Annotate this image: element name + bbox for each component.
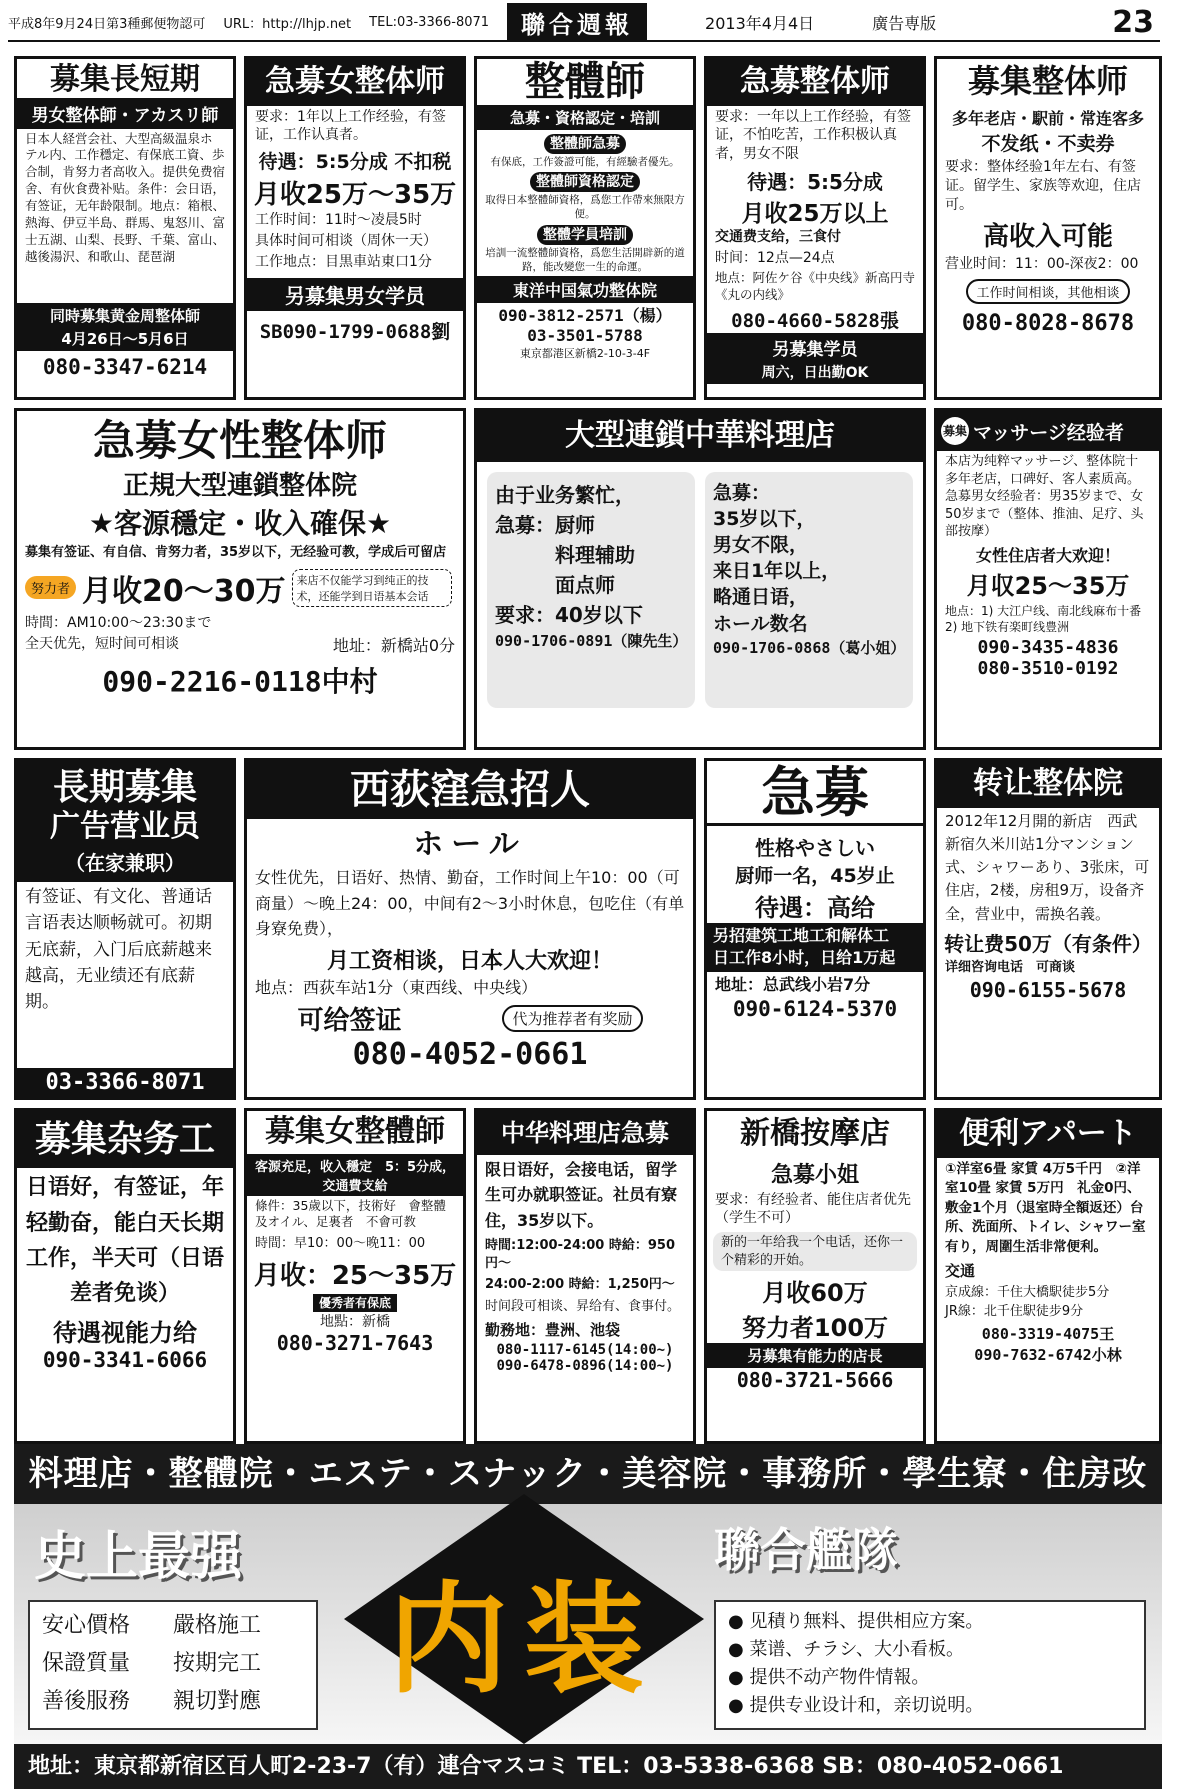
ad-female-therapist-1 bbox=[244, 56, 466, 400]
ad-phone: 090-3341-6066 bbox=[42, 1348, 208, 1373]
ad-phone: 03-3366-8071 bbox=[17, 1068, 233, 1097]
ad-line: 性格やさしい bbox=[755, 836, 875, 861]
ad-shinbashi-massage bbox=[704, 1108, 926, 1444]
ad-title: 急募女性整体师 bbox=[92, 416, 387, 465]
ad-pay: 待遇视能力给 bbox=[53, 1319, 197, 1348]
banner-list-item: 親切對應 bbox=[173, 1689, 262, 1714]
banner-left-list bbox=[28, 1600, 318, 1730]
ad-subtitle: 广告营业员 bbox=[17, 808, 233, 847]
ad-body: 有签证、有文化、普通话言语表达顺畅就可。初期无底薪，入门后底薪越来越高，无业绩还有底薪期。 bbox=[25, 886, 212, 1013]
banner-center-word: 内装 bbox=[388, 1569, 660, 1710]
ad-bar: 另招建筑工地工和解体工 日工作8小时，日给1万起 bbox=[707, 923, 923, 972]
ad-nishiogikubo-hiring bbox=[244, 758, 696, 1100]
ad-row-1 bbox=[14, 56, 1162, 400]
ad-access: 交通 bbox=[945, 1262, 976, 1281]
ad-place: 地点：阿佐ケ谷《中央线》新高円寺《丸の内线》 bbox=[715, 269, 916, 302]
ad-pill: 工作时间相谈，其他相谈 bbox=[966, 279, 1129, 304]
ad-phone: 080-1117-6145(14:00~) bbox=[496, 1341, 674, 1358]
ad-quote: 新的一年给我一个电话，还你一个精彩的开始。 bbox=[713, 1232, 917, 1271]
ad-phone: 080-4052-0661 bbox=[352, 1037, 588, 1073]
ad-fee: 转让费50万（有条件） bbox=[944, 931, 1152, 956]
ad-title: 整體師 bbox=[525, 58, 645, 105]
ad-phone: 080-3347-6214 bbox=[42, 354, 208, 379]
ad-long-short-term bbox=[14, 56, 236, 400]
ad-pay: 待遇：5:5分成 bbox=[747, 170, 883, 195]
ad-right-line: 急募： bbox=[713, 481, 771, 504]
ad-pay: 待遇：高给 bbox=[755, 894, 875, 923]
banner-list-item: ● 提供不动产物件情報。 bbox=[728, 1666, 930, 1688]
ad-title: 便利アパート bbox=[937, 1111, 1159, 1158]
ad-left-line: 急募：厨师 bbox=[495, 512, 595, 537]
ad-bar: 另募集男女学员 bbox=[247, 278, 463, 311]
ad-title: 募集整体师 bbox=[967, 62, 1128, 100]
ad-title: 大型連鎖中華料理店 bbox=[477, 411, 923, 462]
banner-left-slogan: 史上最强 bbox=[34, 1526, 243, 1587]
ad-income: 月収25～35万 bbox=[966, 571, 1130, 600]
ad-body: 限日语好，会接电话，留学生可办就职签证。社员有寮住，35岁以下。 bbox=[485, 1159, 678, 1230]
ad-phone: 090-6124-5370 bbox=[732, 997, 898, 1022]
ad-phone: 080-3510-0192 bbox=[977, 658, 1119, 680]
ad-badge: 優秀者有保底 bbox=[313, 1294, 397, 1312]
permit-text: 平成8年9月24日第3種郵便物認可 bbox=[8, 16, 206, 32]
ad-visa: 可给签证 bbox=[297, 1006, 402, 1037]
banner-list-item: 安心價格 bbox=[42, 1613, 131, 1638]
ad-therapist-urgent bbox=[704, 56, 926, 400]
ad-chinese-restaurant-urgent bbox=[474, 1108, 696, 1444]
ad-income: 月收20～30万 bbox=[82, 573, 286, 609]
banner-body bbox=[14, 1504, 1162, 1744]
ad-place: 工作地点：目黒車站東口1分 bbox=[255, 254, 432, 271]
ad-row-3 bbox=[14, 758, 1162, 1100]
ad-income: 月收25万以上 bbox=[741, 201, 889, 228]
page-header bbox=[8, 4, 1160, 42]
issue-date: 2013年4月4日 bbox=[705, 13, 815, 33]
ad-pref: 全天优先，短时间可相谈 bbox=[25, 635, 179, 652]
ad-section-label: 整體学員培訓 bbox=[537, 225, 633, 245]
ad-place: 地点：1) 大江户线、南北线麻布十番 2) 地下铁有楽町线豊洲 bbox=[945, 603, 1154, 634]
banner-list-text: 提供专业设计和，亲切说明。 bbox=[749, 1694, 984, 1716]
ad-title: 募集長短期 bbox=[50, 62, 200, 97]
ad-conditions: 條件：35歲以下，技術好 會整體及オイル、足裏者 不會可教 bbox=[255, 1197, 446, 1230]
ad-section-label: 整體師急募 bbox=[544, 134, 626, 154]
renovation-banner bbox=[14, 1444, 1162, 1789]
ad-title: マッサージ经验者 bbox=[973, 421, 1124, 444]
ad-place: 勤務地：豊洲、池袋 bbox=[485, 1320, 621, 1339]
ad-body: 日本人経営会社、大型高級温泉ホテル内、工作穩定、有保底工資、歩合制，肯努力者高收入。提供免费宿舍、有伙食费补贴。条件：会日语，有签证，无年龄限制。地点：箱根、熱海、伊豆半島、群馬、鬼怒川、富士五湖、山梨、長野、千葉、富山、越後湯沢、和歌山、琵琶湖 bbox=[25, 130, 226, 264]
ad-detail: 具体时间可相谈（周休一天） bbox=[255, 233, 437, 250]
ad-line: 不发纸・不卖券 bbox=[981, 132, 1115, 155]
ad-bar: 另募集学员 bbox=[707, 333, 923, 362]
ad-left-line: 面点师 bbox=[555, 572, 615, 597]
ad-phone: 080-3319-4075王 bbox=[981, 1324, 1115, 1343]
ad-convenient-apartment bbox=[934, 1108, 1162, 1444]
ad-tag: 募集 bbox=[941, 417, 969, 445]
ad-place: 地点：西荻车站1分（東西线、中央线） bbox=[255, 977, 538, 997]
ad-phone: 090-1706-0891（陳先生） bbox=[495, 631, 688, 650]
ad-time: 工作时间：11时～凌晨5时 bbox=[255, 212, 422, 229]
ad-phone: 080-3721-5666 bbox=[736, 1368, 894, 1393]
ad-place: 地點：新橋 bbox=[320, 1313, 390, 1330]
ad-extra: 交通费支给，三食付 bbox=[715, 229, 841, 246]
ad-section-text: 有保底，工作簽證可能，有經驗者優先。 bbox=[490, 156, 680, 168]
ad-line: 多年老店・駅前・常连客多 bbox=[951, 108, 1144, 128]
ad-female-seitaishi bbox=[244, 1108, 466, 1444]
ad-subtitle: 急募・資格認定・培訓 bbox=[477, 105, 693, 130]
ad-right-line: 35岁以下， bbox=[713, 507, 816, 530]
ad-line: 正規大型連鎖整体院 bbox=[122, 471, 357, 502]
ad-phone: 090-7632-6742小林 bbox=[974, 1345, 1122, 1364]
page-number: 23 bbox=[1112, 4, 1154, 40]
ad-income: 努力者100万 bbox=[741, 1314, 889, 1343]
ad-company: 東洋中国氣功整体院 bbox=[477, 276, 693, 303]
ad-recruit-therapist bbox=[934, 56, 1162, 400]
url-text[interactable]: URL：http://lhjp.net bbox=[223, 16, 352, 32]
ad-phone: 090-3435-4836 bbox=[977, 637, 1119, 659]
section-label: 廣告専版 bbox=[872, 13, 937, 33]
ad-right-line: ホール数名 bbox=[713, 612, 808, 635]
ad-row-2 bbox=[14, 408, 1162, 750]
ad-left-line: 由于业务繁忙， bbox=[495, 482, 635, 507]
ad-female-therapist-2 bbox=[14, 408, 466, 750]
ad-note: 周六，日出勤OK bbox=[707, 362, 923, 384]
banner-address: 地址：東京都新宿区百人町2-23-7（有）連合マスコミ TEL：03-5338-6368 SB：080-4052-0661 bbox=[28, 1754, 1064, 1779]
ad-body: 女性优先，日语好、热情、勤奋，工作时间上午10：00（可商量）～晚上24：00，中间有2～3小时休息，包吃住（有单身寮免费）， bbox=[255, 868, 685, 939]
ad-urgent-cook bbox=[704, 758, 926, 1100]
ad-title: 急募 bbox=[707, 761, 923, 826]
ad-body: 2012年12月開的新店 西武新宿久米川站1分マンション式、シャワーあり、3张床，可住店，2楼，房租9万，设备齐全，营业中，需换名義。 bbox=[945, 811, 1150, 923]
ad-title: 募集杂务工 bbox=[17, 1111, 233, 1168]
ad-bar: 同時募集黄金周整体師 bbox=[17, 303, 233, 328]
banner-list-item: ● 菜谱、チラシ、大小看板。 bbox=[728, 1638, 964, 1660]
ad-subtitle-2: （在家兼职） bbox=[17, 847, 233, 882]
ad-title: 转让整体院 bbox=[937, 761, 1159, 808]
ad-body: 日语好，有签证，年轻勤奋，能白天长期工作，半天可（日语差者免谈） bbox=[25, 1175, 224, 1306]
ad-income: 月收：25～35万 bbox=[253, 1260, 457, 1291]
ad-sales-staff bbox=[14, 758, 236, 1100]
ad-left-panel bbox=[487, 472, 695, 708]
ad-bubble: 来店不仅能学习到纯正的技术，还能学到日语基本会话 bbox=[292, 569, 452, 607]
banner-list-text: 菜谱、チラシ、大小看板。 bbox=[749, 1638, 964, 1660]
ad-big: 月工资相谈，日本人大欢迎！ bbox=[326, 948, 613, 974]
ad-income: 月收25万～35万 bbox=[253, 180, 457, 211]
banner-list-item: 保證質量 bbox=[42, 1651, 131, 1676]
ad-phone: SB090-1799-0688劉 bbox=[259, 320, 451, 343]
ad-title: 長期募集 bbox=[17, 761, 233, 808]
banner-list-item: ● 见積り無料、提供相应方案。 bbox=[728, 1611, 984, 1632]
ad-income: 月收60万 bbox=[762, 1279, 868, 1308]
tel-text: TEL:03-3366-8071 bbox=[369, 14, 490, 30]
ad-line: 募集有签证、有自信、肯努力者，35岁以下，无经验可教，学成后可留店 bbox=[25, 545, 447, 561]
ad-section-label: 整體師資格認定 bbox=[530, 172, 640, 192]
ad-general-worker bbox=[14, 1108, 236, 1444]
newspaper-logo: 聯合週報 bbox=[507, 3, 647, 42]
ad-phone: 090-2216-0118中村 bbox=[102, 665, 378, 699]
ad-line: ★客源穩定・收入確保★ bbox=[88, 507, 392, 541]
ad-pill: 代为推荐者有奖励 bbox=[502, 1005, 642, 1032]
ad-pay: 待遇：5:5分成 不扣税 bbox=[258, 151, 452, 174]
banner-right-list bbox=[714, 1600, 1146, 1730]
ad-dates: 4月26日～5月6日 bbox=[17, 328, 233, 351]
ad-time: 时间：12点—24点 bbox=[715, 250, 835, 267]
ad-subtitle: 男女整体師・アカスリ師 bbox=[17, 98, 233, 129]
ad-tag: 努力者 bbox=[25, 576, 76, 599]
ad-title: 西荻窪急招人 bbox=[247, 761, 693, 819]
ad-clinic-transfer bbox=[934, 758, 1162, 1100]
ad-phone: 090-6155-5678 bbox=[969, 978, 1127, 1003]
ad-hours: 时间段可相谈、昇给有、食事付。 bbox=[485, 1299, 681, 1315]
ad-phone: 090-1706-0868（葛小姐） bbox=[713, 638, 906, 657]
ad-line: 厨师一名，45岁止 bbox=[735, 865, 895, 888]
ad-requirements: 要求：有经验者、能住店者优先（学生不可） bbox=[715, 1191, 911, 1227]
ad-right-line: 来日1年以上， bbox=[713, 560, 841, 583]
ad-left-line: 要求：40岁以下 bbox=[495, 602, 643, 627]
banner-list-item: ● 提供专业设计和，亲切说明。 bbox=[728, 1694, 984, 1716]
ad-requirements: 要求：一年以上工作经验，有签证，不怕吃苦，工作积极认真者，男女不限 bbox=[715, 108, 911, 163]
ad-welcome: 女性住店者大欢迎！ bbox=[975, 545, 1120, 565]
banner-list-text: 见積り無料、提供相应方案。 bbox=[749, 1611, 984, 1632]
ad-hours: 24:00-2:00 時給：1,250円～ bbox=[485, 1277, 675, 1293]
ad-massage-experienced bbox=[934, 408, 1162, 750]
ad-right-line: 略通日语， bbox=[713, 586, 809, 609]
ad-note: 详细咨询电话 可商谈 bbox=[945, 959, 1076, 975]
banner-list-item: 按期完工 bbox=[173, 1651, 262, 1676]
ad-time: 時間：早10：00～晚11：00 bbox=[255, 1236, 426, 1252]
ad-title: 急募女整体师 bbox=[247, 59, 463, 106]
ad-address: 地址：新橋站0分 bbox=[332, 635, 455, 655]
ad-title: 中华料理店急募 bbox=[477, 1111, 693, 1155]
ad-left-line: 料理辅助 bbox=[555, 542, 635, 567]
ad-requirements: 要求：整体经验1年左右、有签证。留学生、家族等欢迎，住店可。 bbox=[945, 158, 1141, 213]
ad-place: 地址：总武线小岩7分 bbox=[715, 974, 871, 994]
ad-phone: 090-6478-0896(14:00~) bbox=[496, 1357, 674, 1374]
banner-list-text: 提供不动产物件情報。 bbox=[749, 1666, 930, 1688]
ad-row-4 bbox=[14, 1108, 1162, 1444]
ad-hours: 時間:12:00-24:00 時給：950円～ bbox=[485, 1238, 676, 1271]
ad-right-panel bbox=[705, 472, 913, 708]
ad-right-line: 男女不限， bbox=[713, 533, 809, 556]
ad-phone: 03-3501-5788 bbox=[527, 325, 643, 345]
ad-chinese-restaurant-chain bbox=[474, 408, 926, 750]
ad-section-text: 培訓一流整體師資格，爲您生活開辟新的道路，能改變您一生的命運。 bbox=[485, 246, 685, 273]
banner-list-item: 善後服務 bbox=[42, 1689, 131, 1714]
ad-line: 京成線：千住大橋駅徒步5分 bbox=[945, 1284, 1110, 1300]
ad-title: 急募整体师 bbox=[707, 59, 923, 106]
ad-requirements: 要求：1年以上工作经验，有签证，工作认真者。 bbox=[255, 108, 446, 144]
ad-hours: 营业时间：11：00-深夜2：00 bbox=[945, 256, 1139, 273]
banner-headline: 料理店・整體院・エステ・スナック・美容院・事務所・學生寮・住房改 bbox=[28, 1454, 1148, 1494]
banner-right-slogan: 聯合艦隊 bbox=[714, 1523, 898, 1577]
ad-body: 本店为纯粹マッサージ、整体院十多年老店，口碑好、客人素质高。急募男女经验者：男35岁まで、女50岁まで（整体、推油、足疗、头部按摩） bbox=[945, 454, 1144, 540]
ad-phone: 090-3812-2571（楊） bbox=[498, 305, 672, 325]
ad-title: 新橋按摩店 bbox=[740, 1116, 890, 1151]
ad-subtitle: ホール bbox=[413, 827, 527, 862]
ad-body: ①洋室6畳 家賃 4万5千円 ②洋室10畳 家賃 5万円 礼金0円、敷金1个月（退室時全額返还）台所、洗面所、トイレ、シャワー室有り，周圍生活非常便利。 bbox=[945, 1160, 1146, 1255]
ad-line: JR線：北千住駅徒步9分 bbox=[945, 1304, 1084, 1320]
ad-bar: 客源充足，收入穩定 5：5分成，交通費支給 bbox=[247, 1154, 463, 1196]
ad-title: 募集女整體師 bbox=[265, 1114, 445, 1149]
ad-phone: 080-3271-7643 bbox=[276, 1330, 434, 1355]
ad-big: 高收入可能 bbox=[982, 222, 1113, 253]
ad-seitaishi-training bbox=[474, 56, 696, 400]
banner-list-item: 嚴格施工 bbox=[173, 1613, 262, 1638]
ad-bar: 另募集有能力的店長 bbox=[707, 1343, 923, 1368]
ad-phone: 080-8028-8678 bbox=[961, 311, 1135, 337]
ad-subtitle: 急募小姐 bbox=[770, 1162, 859, 1188]
ad-time: 時間：AM10:00～23:30まで bbox=[25, 614, 212, 631]
ad-address: 東京都港区新橋2-10-3-4F bbox=[519, 346, 651, 360]
ad-phone: 080-4660-5828張 bbox=[731, 309, 899, 332]
ad-section-text: 取得日本整體師資格，爲您工作帶來無限方便。 bbox=[485, 194, 685, 221]
